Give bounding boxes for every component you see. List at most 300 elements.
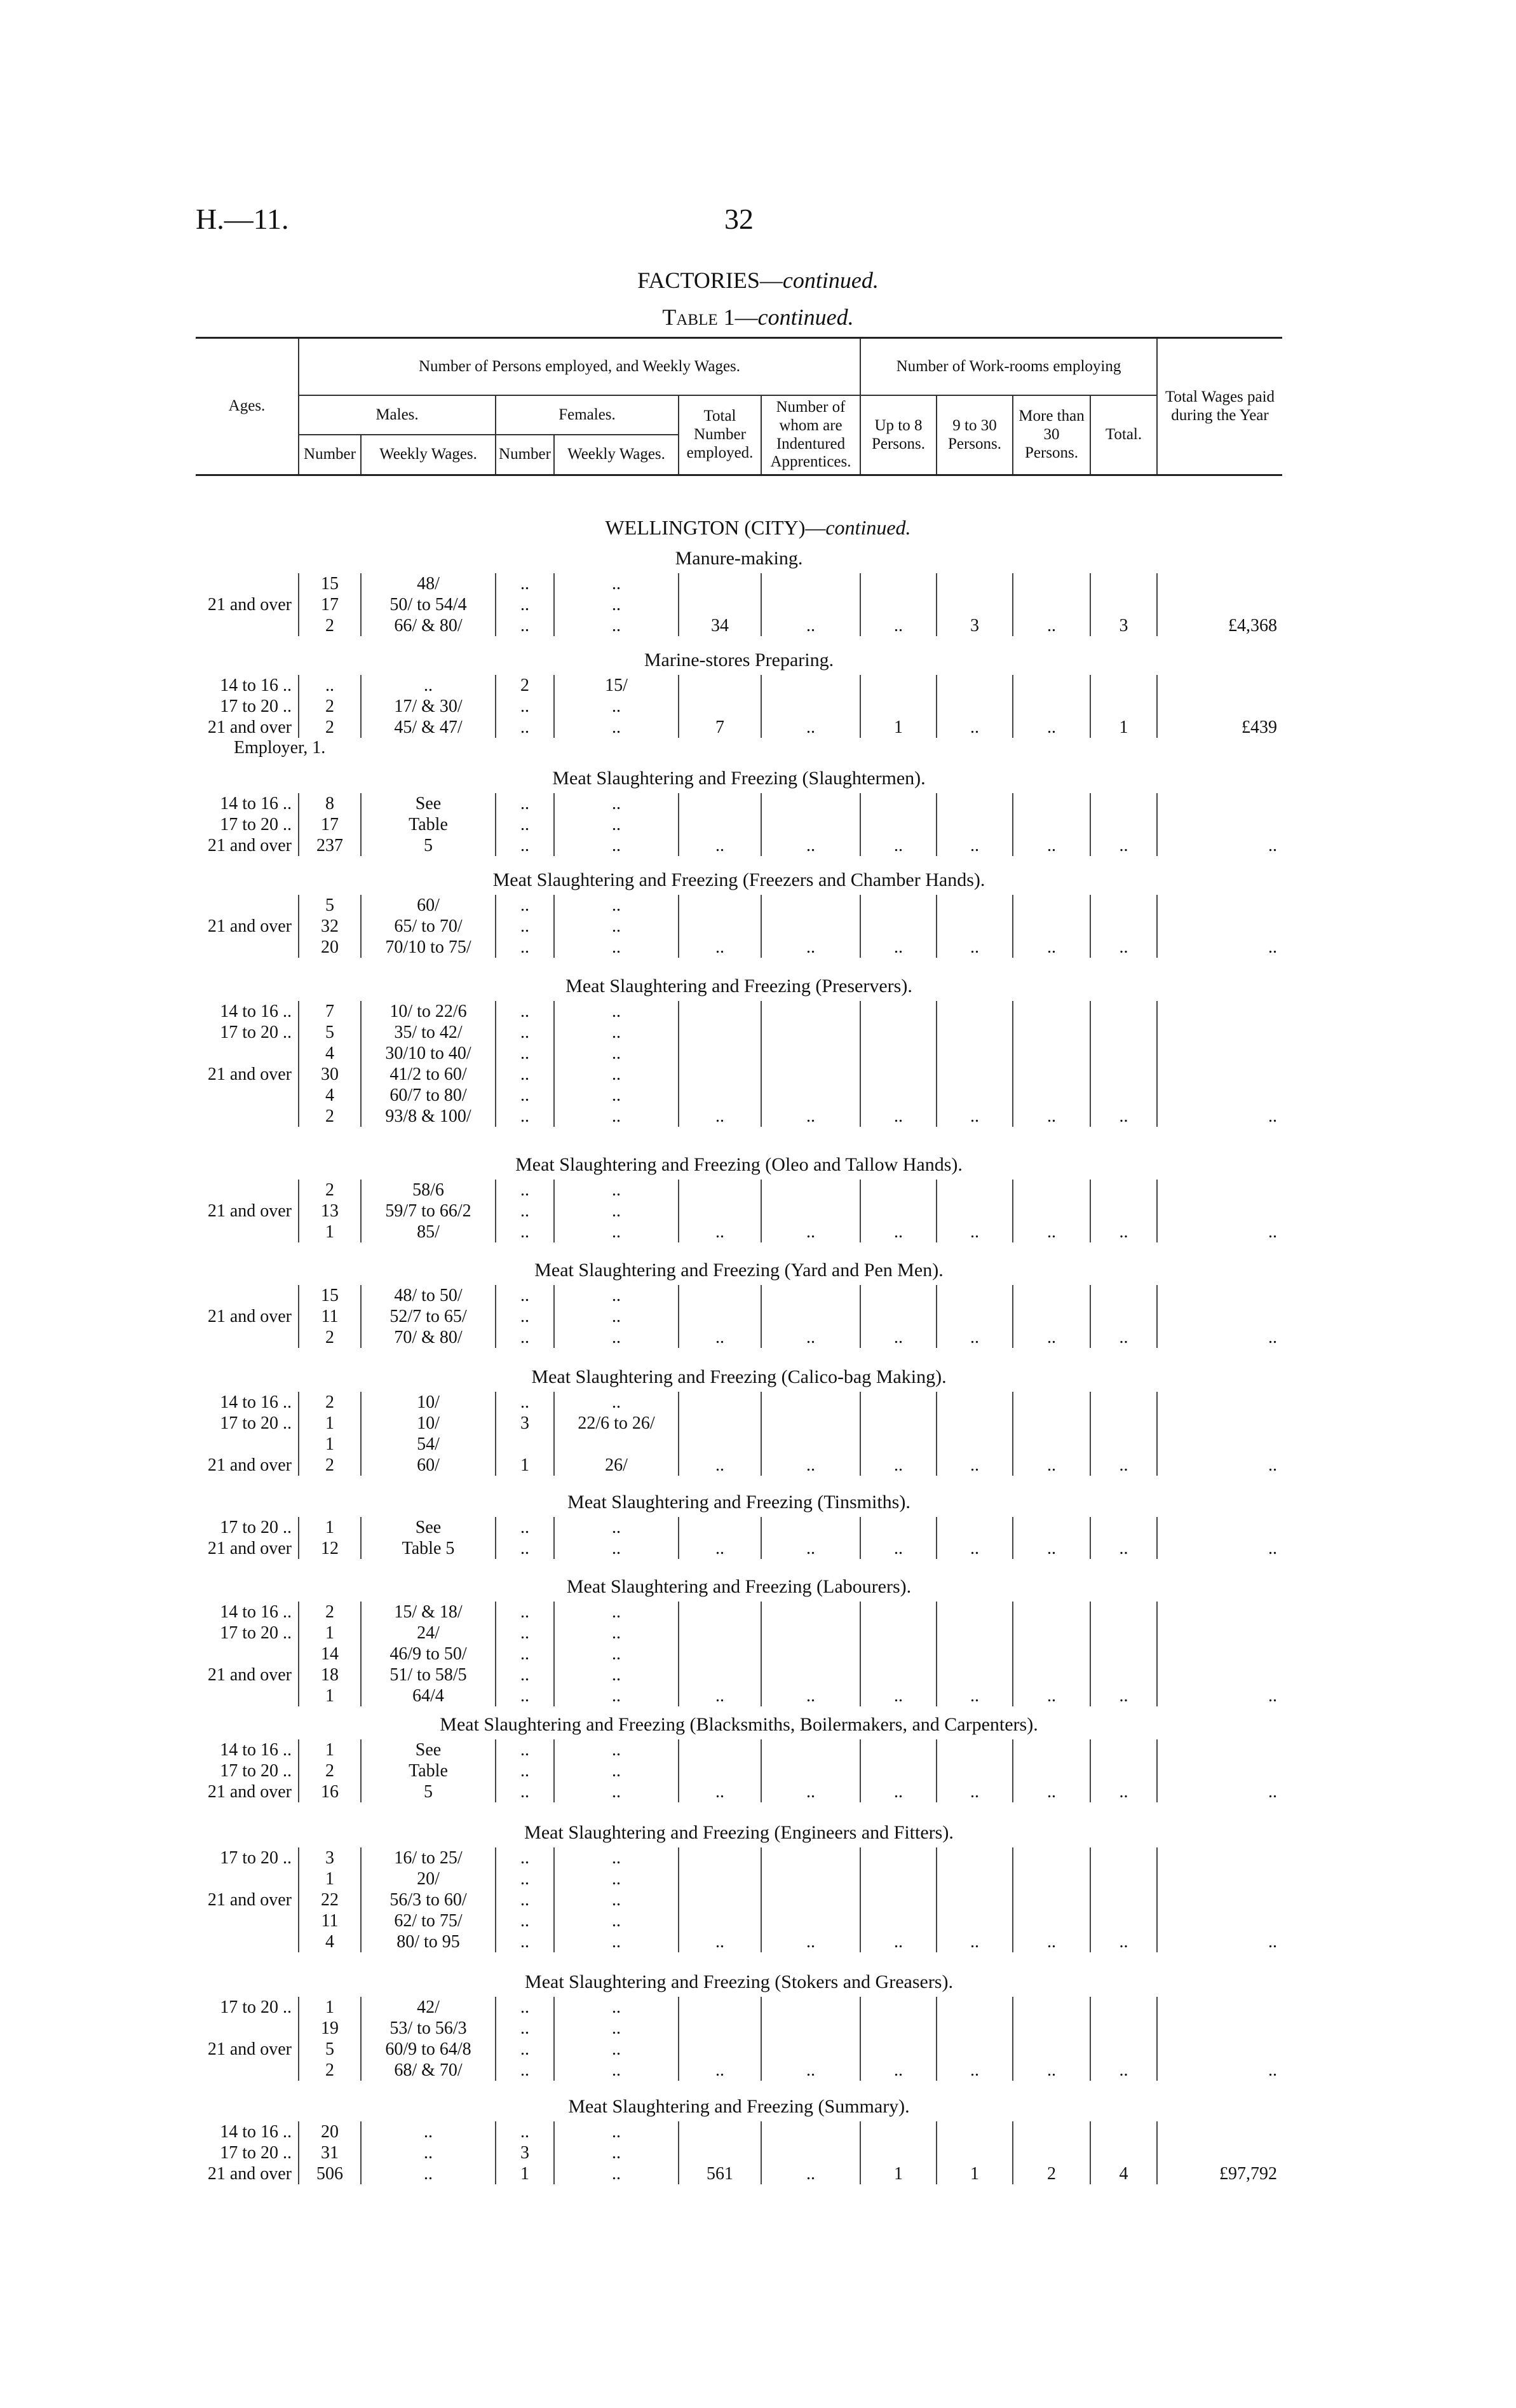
- cell-females-number: ..: [496, 1910, 554, 1931]
- cell-apprentices: ..: [761, 1455, 860, 1476]
- cell-age: 21 and over: [207, 836, 292, 855]
- cell-males-wages: 10/ to 22/6: [361, 1001, 496, 1022]
- cell-females-wages: ..: [554, 1001, 679, 1022]
- cell-apprentices: [761, 573, 860, 594]
- cell-rooms-total: [1090, 594, 1157, 615]
- cell-females-number: ..: [496, 1517, 554, 1538]
- cell-males-wages: 46/9 to 50/: [361, 1643, 496, 1664]
- cell-up-to-8: [860, 814, 937, 835]
- cell-up-to-8: [860, 1868, 937, 1889]
- cell-apprentices: ..: [761, 937, 860, 958]
- cell-females-number: ..: [496, 1085, 554, 1106]
- cell-more-than-30: ..: [1013, 717, 1090, 738]
- table-row: [196, 1622, 1282, 1643]
- cell-females-wages: ..: [554, 1739, 679, 1760]
- cell-females-wages: ..: [554, 1306, 679, 1327]
- cell-females-wages: ..: [554, 814, 679, 835]
- cell-up-to-8: [860, 2039, 937, 2060]
- cell-up-to-8: [860, 1064, 937, 1085]
- cell-females-number: ..: [496, 2060, 554, 2081]
- cell-age: 21 and over: [207, 1065, 292, 1084]
- cell-apprentices: [761, 1868, 860, 1889]
- cell-age: [196, 1180, 299, 1201]
- cell-up-to-8: [860, 1434, 937, 1455]
- cell-rooms-total: [1090, 814, 1157, 835]
- cell-more-than-30: ..: [1013, 1781, 1090, 1802]
- table-row: [196, 594, 1282, 615]
- cell-apprentices: [761, 1517, 860, 1538]
- cell-males-number: 15: [299, 573, 361, 594]
- section-title: Meat Slaughtering and Freezing (Labourers).: [566, 1576, 912, 1597]
- cell-up-to-8: [860, 1910, 937, 1931]
- table-row: [196, 1106, 1282, 1127]
- cell-apprentices: [761, 1285, 860, 1306]
- cell-age: 17 to 20 ..: [220, 697, 292, 716]
- cell-up-to-8: [860, 1306, 937, 1327]
- cell-total-wages: [1157, 2018, 1282, 2039]
- cell-males-number: 2: [299, 1106, 361, 1127]
- cell-up-to-8: [860, 1180, 937, 1201]
- cell-up-to-8: [860, 573, 937, 594]
- cell-males-number: 4: [299, 1043, 361, 1064]
- cell-rooms-total: [1090, 1285, 1157, 1306]
- cell-males-number: 2: [299, 2060, 361, 2081]
- cell-females-number: ..: [496, 937, 554, 958]
- table-row: [196, 1455, 1282, 1476]
- cell-total-wages: [1157, 895, 1282, 916]
- cell-total-wages: [1157, 675, 1282, 696]
- cell-total-employed: [679, 1022, 761, 1043]
- cell-females-wages: ..: [554, 573, 679, 594]
- table-row: [196, 835, 1282, 856]
- cell-total-employed: [679, 1201, 761, 1221]
- cell-nine-to-30: [937, 1847, 1013, 1868]
- table-section: [196, 869, 1282, 958]
- cell-age: 21 and over: [207, 2039, 292, 2059]
- cell-apprentices: [761, 2142, 860, 2163]
- cell-nine-to-30: ..: [937, 1781, 1013, 1802]
- cell-nine-to-30: ..: [937, 1221, 1013, 1242]
- cell-more-than-30: ..: [1013, 1327, 1090, 1348]
- cell-age: 14 to 16 ..: [220, 1602, 292, 1622]
- table-row: [196, 2018, 1282, 2039]
- cell-up-to-8: 1: [860, 717, 937, 738]
- cell-males-wages: 24/: [361, 1622, 496, 1643]
- cell-nine-to-30: [937, 1413, 1013, 1434]
- table-section: [196, 1576, 1282, 1706]
- cell-nine-to-30: ..: [937, 717, 1013, 738]
- cell-females-wages: ..: [554, 2018, 679, 2039]
- cell-rooms-total: ..: [1090, 835, 1157, 856]
- cell-males-number: 13: [299, 1201, 361, 1221]
- cell-total-wages: [1157, 1847, 1282, 1868]
- cell-up-to-8: [860, 1022, 937, 1043]
- cell-nine-to-30: [937, 1997, 1013, 2018]
- table-section: [196, 1366, 1282, 1476]
- cell-males-number: 1: [299, 1685, 361, 1706]
- cell-up-to-8: ..: [860, 835, 937, 856]
- cell-total-employed: [679, 573, 761, 594]
- cell-total-wages: [1157, 1643, 1282, 1664]
- cell-females-wages: ..: [554, 1931, 679, 1952]
- cell-females-wages: ..: [554, 2163, 679, 2184]
- cell-total-employed: ..: [679, 835, 761, 856]
- cell-females-wages: ..: [554, 2142, 679, 2163]
- cell-females-wages: ..: [554, 1221, 679, 1242]
- cell-up-to-8: ..: [860, 1538, 937, 1559]
- cell-females-number: 2: [496, 675, 554, 696]
- cell-apprentices: [761, 2121, 860, 2142]
- table-row: [196, 1760, 1282, 1781]
- cell-total-employed: [679, 696, 761, 717]
- cell-males-number: 2: [299, 1392, 361, 1413]
- table-row: [196, 615, 1282, 636]
- cell-up-to-8: [860, 1760, 937, 1781]
- cell-nine-to-30: [937, 1392, 1013, 1413]
- cell-males-number: 1: [299, 1868, 361, 1889]
- cell-more-than-30: [1013, 573, 1090, 594]
- cell-rooms-total: [1090, 1413, 1157, 1434]
- cell-total-employed: [679, 916, 761, 937]
- cell-age: 21 and over: [207, 1201, 292, 1221]
- cell-total-employed: [679, 1306, 761, 1327]
- cell-rooms-total: ..: [1090, 937, 1157, 958]
- cell-apprentices: [761, 1001, 860, 1022]
- table-row: [196, 1781, 1282, 1802]
- cell-males-number: 31: [299, 2142, 361, 2163]
- header-males: Males.: [299, 395, 496, 435]
- cell-females-number: ..: [496, 1643, 554, 1664]
- cell-apprentices: [761, 1889, 860, 1910]
- cell-more-than-30: 2: [1013, 2163, 1090, 2184]
- cell-total-wages: ..: [1268, 1328, 1277, 1347]
- cell-up-to-8: ..: [860, 615, 937, 636]
- cell-females-number: ..: [496, 793, 554, 814]
- cell-females-wages: ..: [554, 1664, 679, 1685]
- cell-total-wages: [1157, 1997, 1282, 2018]
- cell-more-than-30: [1013, 1622, 1090, 1643]
- section-title: Meat Slaughtering and Freezing (Oleo and Tallow Hands).: [515, 1154, 963, 1175]
- table-row: [196, 1910, 1282, 1931]
- header-total: Total.: [1090, 395, 1157, 475]
- cell-total-employed: ..: [679, 1106, 761, 1127]
- cell-males-number: 2: [299, 1602, 361, 1622]
- cell-total-wages: [1157, 1868, 1282, 1889]
- cell-males-wages: 16/ to 25/: [361, 1847, 496, 1868]
- cell-rooms-total: [1090, 1847, 1157, 1868]
- section-title: Meat Slaughtering and Freezing (Freezers and Chamber Hands).: [492, 869, 985, 890]
- cell-age: 17 to 20 ..: [220, 1023, 292, 1042]
- cell-females-wages: ..: [554, 916, 679, 937]
- cell-nine-to-30: 1: [937, 2163, 1013, 2184]
- cell-age: [196, 2018, 299, 2039]
- cell-males-wages: 42/: [361, 1997, 496, 2018]
- cell-up-to-8: [860, 1739, 937, 1760]
- header-apprentices: Number of whom are Indentured Apprentices.: [761, 395, 860, 475]
- cell-up-to-8: [860, 1085, 937, 1106]
- cell-up-to-8: [860, 1517, 937, 1538]
- cell-rooms-total: [1090, 1043, 1157, 1064]
- cell-total-employed: [679, 1760, 761, 1781]
- cell-up-to-8: ..: [860, 1455, 937, 1476]
- cell-age: [196, 615, 299, 636]
- cell-males-wages: See: [361, 793, 496, 814]
- cell-nine-to-30: [937, 1180, 1013, 1201]
- cell-age: [196, 573, 299, 594]
- cell-males-wages: 53/ to 56/3: [361, 2018, 496, 2039]
- table-row: [196, 1413, 1282, 1434]
- cell-nine-to-30: [937, 1739, 1013, 1760]
- cell-females-number: ..: [496, 1622, 554, 1643]
- cell-apprentices: [761, 1434, 860, 1455]
- cell-up-to-8: [860, 2142, 937, 2163]
- cell-total-employed: [679, 1643, 761, 1664]
- cell-females-wages: ..: [554, 2060, 679, 2081]
- cell-males-number: 2: [299, 1327, 361, 1348]
- cell-females-number: ..: [496, 1781, 554, 1802]
- cell-age: [196, 937, 299, 958]
- cell-nine-to-30: [937, 1306, 1013, 1327]
- cell-females-wages: ..: [554, 2121, 679, 2142]
- cell-total-wages: [1157, 1889, 1282, 1910]
- table-row: [196, 1434, 1282, 1455]
- cell-more-than-30: ..: [1013, 1538, 1090, 1559]
- cell-apprentices: [761, 1413, 860, 1434]
- cell-age: [196, 1043, 299, 1064]
- cell-females-number: ..: [496, 717, 554, 738]
- cell-more-than-30: [1013, 814, 1090, 835]
- cell-more-than-30: ..: [1013, 615, 1090, 636]
- cell-apprentices: ..: [761, 2060, 860, 2081]
- cell-total-wages: ..: [1268, 836, 1277, 855]
- cell-total-wages: ..: [1268, 1782, 1277, 1802]
- cell-males-wages: 54/: [361, 1434, 496, 1455]
- cell-males-wages: ..: [361, 2163, 496, 2184]
- cell-more-than-30: [1013, 916, 1090, 937]
- cell-nine-to-30: [937, 1043, 1013, 1064]
- cell-more-than-30: [1013, 1664, 1090, 1685]
- cell-nine-to-30: [937, 2039, 1013, 2060]
- cell-up-to-8: [860, 1392, 937, 1413]
- cell-females-wages: 15/: [554, 675, 679, 696]
- cell-more-than-30: [1013, 1847, 1090, 1868]
- cell-apprentices: ..: [761, 2163, 860, 2184]
- cell-males-wages: 15/ & 18/: [361, 1602, 496, 1622]
- cell-males-number: 20: [299, 2121, 361, 2142]
- cell-males-number: 8: [299, 793, 361, 814]
- cell-age: [196, 1910, 299, 1931]
- cell-total-employed: [679, 1413, 761, 1434]
- cell-males-wages: 48/: [361, 573, 496, 594]
- cell-total-employed: [679, 793, 761, 814]
- cell-females-wages: ..: [554, 1064, 679, 1085]
- cell-apprentices: ..: [761, 615, 860, 636]
- cell-total-wages: [1157, 1022, 1282, 1043]
- cell-up-to-8: ..: [860, 1106, 937, 1127]
- cell-total-wages: ..: [1268, 1686, 1277, 1706]
- cell-total-wages: [1157, 793, 1282, 814]
- cell-total-wages: [1157, 1760, 1282, 1781]
- section-title: Marine-stores Preparing.: [644, 650, 834, 670]
- cell-females-wages: ..: [554, 895, 679, 916]
- cell-females-number: ..: [496, 1221, 554, 1242]
- table-row: [196, 675, 1282, 696]
- cell-rooms-total: [1090, 2018, 1157, 2039]
- section-title: Meat Slaughtering and Freezing (Calico-bag Making).: [531, 1366, 947, 1387]
- cell-rooms-total: [1090, 1434, 1157, 1455]
- cell-males-number: 4: [299, 1931, 361, 1952]
- cell-total-employed: [679, 2039, 761, 2060]
- cell-females-number: ..: [496, 2018, 554, 2039]
- table-row: [196, 1043, 1282, 1064]
- cell-males-number: 30: [299, 1064, 361, 1085]
- cell-age: 17 to 20 ..: [220, 1623, 292, 1643]
- cell-total-employed: 34: [679, 615, 761, 636]
- cell-females-wages: ..: [554, 615, 679, 636]
- cell-total-employed: [679, 1001, 761, 1022]
- cell-females-wages: ..: [554, 1043, 679, 1064]
- table-row: [196, 717, 1282, 738]
- cell-total-employed: ..: [679, 2060, 761, 2081]
- cell-age: 21 and over: [207, 1782, 292, 1802]
- cell-nine-to-30: [937, 895, 1013, 916]
- cell-males-number: 506: [299, 2163, 361, 2184]
- cell-males-wages: Table: [361, 1760, 496, 1781]
- cell-rooms-total: [1090, 1739, 1157, 1760]
- cell-age: [196, 1685, 299, 1706]
- cell-males-wages: 70/ & 80/: [361, 1327, 496, 1348]
- table-row: [196, 1285, 1282, 1306]
- cell-females-wages: ..: [554, 2039, 679, 2060]
- cell-females-number: ..: [496, 2121, 554, 2142]
- cell-rooms-total: 3: [1090, 615, 1157, 636]
- table-section: [196, 548, 1282, 636]
- cell-males-number: 17: [299, 814, 361, 835]
- table-row: [196, 1931, 1282, 1952]
- cell-apprentices: [761, 814, 860, 835]
- header-up-to-8: Up to 8 Persons.: [860, 395, 937, 475]
- cell-more-than-30: ..: [1013, 835, 1090, 856]
- cell-rooms-total: ..: [1090, 1931, 1157, 1952]
- cell-rooms-total: [1090, 1997, 1157, 2018]
- table-row: [196, 814, 1282, 835]
- table-row: [196, 1001, 1282, 1022]
- cell-total-wages: [1157, 594, 1282, 615]
- cell-nine-to-30: [937, 2142, 1013, 2163]
- cell-females-wages: 26/: [554, 1455, 679, 1476]
- cell-females-wages: ..: [554, 1847, 679, 1868]
- cell-males-number: 2: [299, 1180, 361, 1201]
- cell-age: [196, 1106, 299, 1127]
- cell-more-than-30: [1013, 1085, 1090, 1106]
- cell-rooms-total: ..: [1090, 1781, 1157, 1802]
- cell-age: 14 to 16 ..: [220, 2122, 292, 2142]
- cell-nine-to-30: [937, 814, 1013, 835]
- cell-rooms-total: [1090, 1602, 1157, 1622]
- cell-total-wages: [1157, 1517, 1282, 1538]
- cell-age: 14 to 16 ..: [220, 676, 292, 695]
- cell-males-wages: See: [361, 1517, 496, 1538]
- table-row: [196, 2121, 1282, 2142]
- cell-total-employed: ..: [679, 1538, 761, 1559]
- cell-total-wages: [1157, 1739, 1282, 1760]
- cell-more-than-30: [1013, 1022, 1090, 1043]
- cell-total-employed: [679, 1868, 761, 1889]
- cell-total-wages: £97,792: [1219, 2164, 1277, 2184]
- cell-total-wages: [1157, 2142, 1282, 2163]
- cell-apprentices: [761, 1043, 860, 1064]
- cell-females-number: ..: [496, 1602, 554, 1622]
- cell-females-wages: ..: [554, 594, 679, 615]
- cell-females-number: 3: [496, 2142, 554, 2163]
- cell-apprentices: [761, 1022, 860, 1043]
- cell-apprentices: [761, 2018, 860, 2039]
- cell-age: 17 to 20 ..: [220, 815, 292, 834]
- cell-nine-to-30: [937, 1085, 1013, 1106]
- table-row: [196, 696, 1282, 717]
- table-row: [196, 1517, 1282, 1538]
- cell-age: 21 and over: [207, 2164, 292, 2184]
- cell-females-wages: ..: [554, 1781, 679, 1802]
- cell-total-wages: [1157, 1064, 1282, 1085]
- table-row: [196, 1868, 1282, 1889]
- cell-females-wages: 22/6 to 26/: [554, 1413, 679, 1434]
- cell-nine-to-30: 3: [937, 615, 1013, 636]
- cell-apprentices: [761, 594, 860, 615]
- cell-females-number: ..: [496, 1997, 554, 2018]
- cell-females-wages: ..: [554, 1889, 679, 1910]
- cell-males-number: 32: [299, 916, 361, 937]
- cell-apprentices: ..: [761, 1781, 860, 1802]
- cell-nine-to-30: [937, 1664, 1013, 1685]
- cell-nine-to-30: ..: [937, 1538, 1013, 1559]
- cell-females-wages: ..: [554, 696, 679, 717]
- cell-females-number: ..: [496, 1106, 554, 1127]
- table-row: [196, 916, 1282, 937]
- cell-males-wages: 68/ & 70/: [361, 2060, 496, 2081]
- cell-total-employed: [679, 1180, 761, 1201]
- cell-more-than-30: ..: [1013, 1685, 1090, 1706]
- cell-nine-to-30: [937, 1622, 1013, 1643]
- cell-up-to-8: [860, 1889, 937, 1910]
- cell-males-wages: See: [361, 1739, 496, 1760]
- cell-males-number: 2: [299, 1760, 361, 1781]
- cell-total-wages: [1157, 1602, 1282, 1622]
- cell-total-employed: [679, 1064, 761, 1085]
- page-number: 32: [724, 203, 754, 235]
- cell-males-number: 12: [299, 1538, 361, 1559]
- cell-males-number: 2: [299, 615, 361, 636]
- cell-rooms-total: 4: [1090, 2163, 1157, 2184]
- cell-up-to-8: [860, 2121, 937, 2142]
- cell-nine-to-30: ..: [937, 1931, 1013, 1952]
- cell-rooms-total: [1090, 1001, 1157, 1022]
- cell-females-wages: ..: [554, 1643, 679, 1664]
- cell-females-number: ..: [496, 1889, 554, 1910]
- table-row: [196, 937, 1282, 958]
- header-males-number: Number: [299, 435, 361, 475]
- cell-total-employed: [679, 1043, 761, 1064]
- table-row: [196, 1327, 1282, 1348]
- cell-males-wages: 85/: [361, 1221, 496, 1242]
- section-title: Meat Slaughtering and Freezing (Stokers and Greasers).: [525, 1971, 953, 1992]
- cell-more-than-30: [1013, 1064, 1090, 1085]
- cell-females-number: ..: [496, 814, 554, 835]
- cell-females-wages: ..: [554, 1106, 679, 1127]
- cell-total-employed: [679, 594, 761, 615]
- cell-age: 14 to 16 ..: [220, 1002, 292, 1021]
- cell-females-number: [496, 1434, 554, 1455]
